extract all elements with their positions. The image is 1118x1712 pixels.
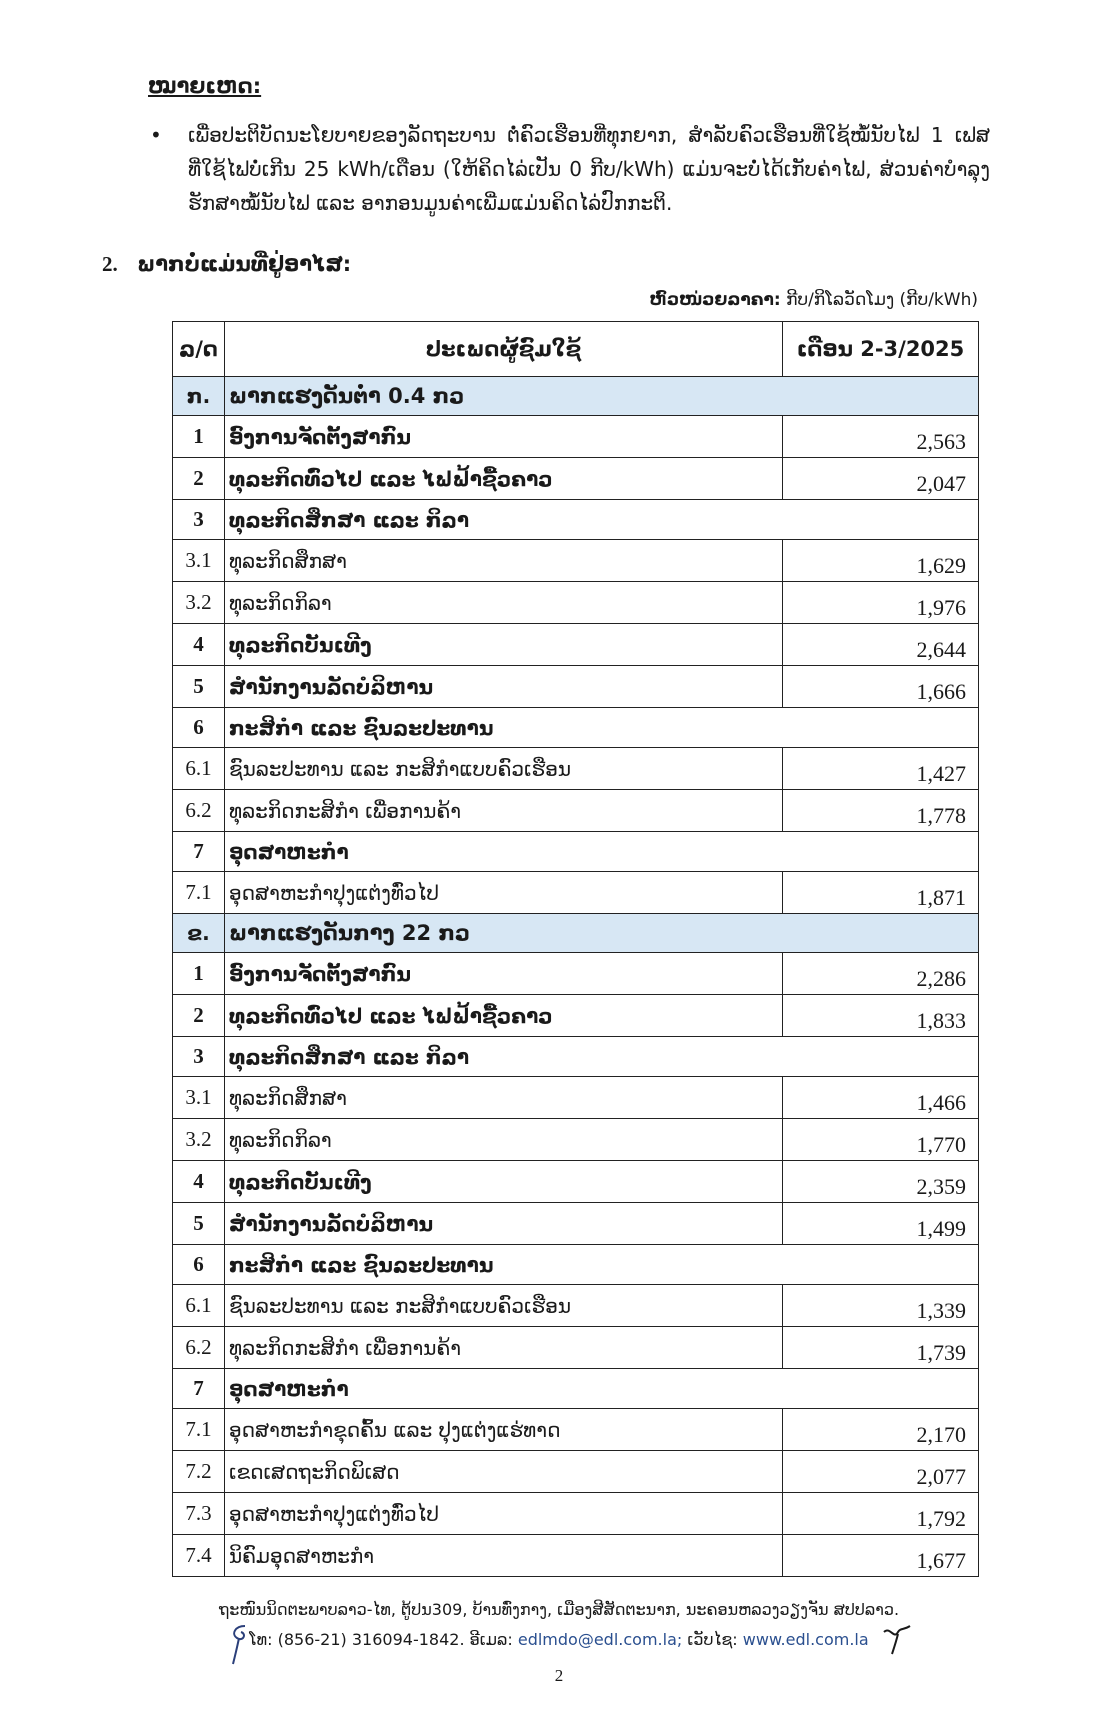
row-number: 2 <box>173 995 225 1037</box>
row-category-name: ນິຄົມອຸດສາຫະກຳ <box>225 1535 783 1577</box>
table-row <box>173 1369 979 1409</box>
note-list <box>150 118 990 220</box>
header-no: ລ/ດ <box>173 322 225 377</box>
table-row <box>173 832 979 872</box>
row-category-name: ກະສິກຳ ແລະ ຊົນລະປະທານ <box>225 708 979 748</box>
row-category-name: ເຂດເສດຖະກິດພິເສດ <box>225 1451 783 1493</box>
row-number: 3.2 <box>173 582 225 624</box>
row-tariff-value: 1,833 <box>783 995 979 1037</box>
row-number: 1 <box>173 416 225 458</box>
unit-label: ຫົວໜ່ວຍລາຄາ: <box>649 290 781 310</box>
row-tariff-value: 1,629 <box>783 540 979 582</box>
row-tariff-value: 1,666 <box>783 666 979 708</box>
table-row <box>173 1285 979 1327</box>
table-row <box>173 953 979 995</box>
row-number: 3.1 <box>173 540 225 582</box>
row-category-name: ຊົນລະປະທານ ແລະ ກະສິກຳແບບຄົວເຮືອນ <box>225 1285 783 1327</box>
footer-address: ຖະໜົນນິດຕະພາບລາວ-ໄທ, ຕູ້ປນ309, ບ້ານທົ່ງກາງ, ເມືອງສີສັດຕະນາກ, ນະຄອນຫລວງວຽງຈັນ ສປປລາວ. <box>218 1600 900 1619</box>
table-row <box>173 1535 979 1577</box>
table-row <box>173 416 979 458</box>
table-row <box>173 872 979 914</box>
row-number: 6.1 <box>173 1285 225 1327</box>
handwritten-signature-icon <box>880 1622 914 1656</box>
row-category-name: ທຸລະກິດບັນເທີງ <box>225 624 783 666</box>
row-category-name: ທຸລະກິດທົ່ວໄປ ແລະ ໄຟຟ້າຊື້ວຄາວ <box>225 458 783 500</box>
row-number: 7 <box>173 832 225 872</box>
row-number: 3 <box>173 1037 225 1077</box>
table-row <box>173 1119 979 1161</box>
note-title: ໝາຍເຫດ: <box>148 74 262 98</box>
group-number: ຂ. <box>173 914 225 953</box>
row-category-name: ທຸລະກິດສຶກສາ ແລະ ກິລາ <box>225 1037 979 1077</box>
row-tariff-value: 2,077 <box>783 1451 979 1493</box>
row-category-name: ທຸລະກິດສຶກສາ <box>225 540 783 582</box>
section-title: ພາກບໍ່ແມ່ນທີ່ຢູ່ອາໄສ: <box>137 252 352 276</box>
table-row <box>173 708 979 748</box>
row-tariff-value: 1,499 <box>783 1203 979 1245</box>
bullet-icon: • <box>150 123 162 147</box>
row-number: 3.1 <box>173 1077 225 1119</box>
unit-line <box>649 290 978 310</box>
row-category-name: ກະສິກຳ ແລະ ຊົນລະປະທານ <box>225 1245 979 1285</box>
table-row <box>173 748 979 790</box>
row-number: 5 <box>173 666 225 708</box>
table-row <box>173 995 979 1037</box>
row-number: 7.1 <box>173 1409 225 1451</box>
tariff-table <box>172 321 979 1577</box>
table-row <box>173 790 979 832</box>
row-number: 2 <box>173 458 225 500</box>
row-category-name: ອຸດສາຫະກຳ <box>225 1369 979 1409</box>
table-row <box>173 1409 979 1451</box>
row-category-name: ທຸລະກິດທົ່ວໄປ ແລະ ໄຟຟ້າຊື້ວຄາວ <box>225 995 783 1037</box>
table-row <box>173 666 979 708</box>
row-tariff-value: 1,339 <box>783 1285 979 1327</box>
table-row <box>173 1451 979 1493</box>
table-row <box>173 1161 979 1203</box>
unit-value: ກີບ/ກິໂລວັດໂມງ (ກີບ/kWh) <box>786 290 978 310</box>
row-number: 7.1 <box>173 872 225 914</box>
table-row <box>173 1077 979 1119</box>
row-category-name: ອຸດສາຫະກຳປຸງແຕ່ງທົ່ວໄປ <box>225 1493 783 1535</box>
row-category-name: ອົງການຈັດຕັ້ງສາກົນ <box>225 416 783 458</box>
table-row <box>173 582 979 624</box>
row-category-name: ທຸລະກິດບັນເທີງ <box>225 1161 783 1203</box>
row-tariff-value: 2,644 <box>783 624 979 666</box>
table-row <box>173 1245 979 1285</box>
row-number: 7 <box>173 1369 225 1409</box>
row-category-name: ທຸລະກິດກະສິກຳ ເພື່ອການຄ້າ <box>225 1327 783 1369</box>
row-number: 7.4 <box>173 1535 225 1577</box>
row-tariff-value: 2,359 <box>783 1161 979 1203</box>
row-number: 6 <box>173 1245 225 1285</box>
row-category-name: ອຸດສາຫະກຳປຸງແຕ່ງທົ່ວໄປ <box>225 872 783 914</box>
row-number: 3 <box>173 500 225 540</box>
section-number: 2. <box>102 252 118 276</box>
header-period: ເດືອນ 2-3/2025 <box>783 322 979 377</box>
row-tariff-value: 2,047 <box>783 458 979 500</box>
row-category-name: ຊົນລະປະທານ ແລະ ກະສິກຳແບບຄົວເຮືອນ <box>225 748 783 790</box>
table-row <box>173 1493 979 1535</box>
row-category-name: ອົງການຈັດຕັ້ງສາກົນ <box>225 953 783 995</box>
row-number: 6.1 <box>173 748 225 790</box>
footer-contact <box>0 1630 1118 1649</box>
row-category-name: ທຸລະກິດກິລາ <box>225 1119 783 1161</box>
table-header-row <box>173 322 979 377</box>
row-category-name: ອຸດສາຫະກຳ <box>225 832 979 872</box>
section-heading <box>102 252 351 277</box>
table-row <box>173 458 979 500</box>
table-row <box>173 1327 979 1369</box>
table-row <box>173 1037 979 1077</box>
website-link[interactable]: www.edl.com.la <box>742 1630 869 1649</box>
group-number: ກ. <box>173 377 225 416</box>
table-group-row <box>173 377 979 416</box>
row-tariff-value: 1,770 <box>783 1119 979 1161</box>
row-tariff-value: 1,427 <box>783 748 979 790</box>
table-row <box>173 1203 979 1245</box>
row-tariff-value: 1,871 <box>783 872 979 914</box>
row-tariff-value: 1,739 <box>783 1327 979 1369</box>
row-tariff-value: 1,466 <box>783 1077 979 1119</box>
row-category-name: ສຳນັກງານລັດບໍລິຫານ <box>225 666 783 708</box>
table-body <box>173 377 979 1577</box>
phone-number: (856-21) 316094-1842. <box>277 1630 465 1649</box>
row-number: 4 <box>173 624 225 666</box>
row-tariff-value: 1,792 <box>783 1493 979 1535</box>
row-number: 6.2 <box>173 1327 225 1369</box>
row-number: 6.2 <box>173 790 225 832</box>
row-tariff-value: 1,677 <box>783 1535 979 1577</box>
row-number: 3.2 <box>173 1119 225 1161</box>
email-link[interactable]: edlmdo@edl.com.la; <box>517 1630 683 1649</box>
row-tariff-value: 2,563 <box>783 416 979 458</box>
row-category-name: ອຸດສາຫະກຳຂຸດຄົ້ນ ແລະ ປຸງແຕ່ງແຮ່ທາດ <box>225 1409 783 1451</box>
header-type: ປະເພດຜູ້ຊົມໃຊ້ <box>225 322 783 377</box>
table-row <box>173 624 979 666</box>
row-number: 6 <box>173 708 225 748</box>
row-tariff-value: 2,170 <box>783 1409 979 1451</box>
row-tariff-value: 1,778 <box>783 790 979 832</box>
row-tariff-value: 1,976 <box>783 582 979 624</box>
row-tariff-value: 2,286 <box>783 953 979 995</box>
row-category-name: ທຸລະກິດກິລາ <box>225 582 783 624</box>
row-category-name: ສຳນັກງານລັດບໍລິຫານ <box>225 1203 783 1245</box>
row-number: 7.3 <box>173 1493 225 1535</box>
row-category-name: ທຸລະກິດສຶກສາ <box>225 1077 783 1119</box>
row-number: 5 <box>173 1203 225 1245</box>
table-group-row <box>173 914 979 953</box>
table-row <box>173 540 979 582</box>
note-item-text: ເພື່ອປະຕິບັດນະໂຍບາຍຂອງລັດຖະບານ ຕໍ່ຄົວເຮືອນທີ່ທຸກຍາກ, ສຳລັບຄົວເຮືອນທີ່ໃຊ້ໝໍ້ນັບໄຟ 1 ເຟສ ທີ່ໃຊ້ໄຟບໍ່ເກີນ 25 kWh/ເດືອນ (ໃຫ້ຄິດໄລ່ເປັນ 0 ກີບ/kWh) ແມ່ນຈະບໍ່ໄດ້ເກັບຄ່າໄຟ, ສ່ວນຄ່າບຳລຸງຮັກສາໝໍ້ນັບໄຟ ແລະ ອາກອນມູນຄ່າເພີ່ມແມ່ນຄິດໄລ່ປົກກະຕິ. <box>188 123 990 215</box>
page-number: 2 <box>554 1666 564 1685</box>
note-item <box>150 118 990 220</box>
row-category-name: ທຸລະກິດກະສິກຳ ເພື່ອການຄ້າ <box>225 790 783 832</box>
row-number: 4 <box>173 1161 225 1203</box>
email-label: ອີເມລ: <box>469 1630 513 1649</box>
phone-label: ໂທ: <box>249 1630 273 1649</box>
table-row <box>173 500 979 540</box>
row-number: 7.2 <box>173 1451 225 1493</box>
row-category-name: ທຸລະກິດສຶກສາ ແລະ ກິລາ <box>225 500 979 540</box>
group-title: ພາກແຮງດັນກາງ 22 ກວ <box>225 914 979 953</box>
group-title: ພາກແຮງດັນຕ່ຳ 0.4 ກວ <box>225 377 979 416</box>
web-label: ເວັບໄຊ: <box>687 1630 738 1649</box>
row-number: 1 <box>173 953 225 995</box>
